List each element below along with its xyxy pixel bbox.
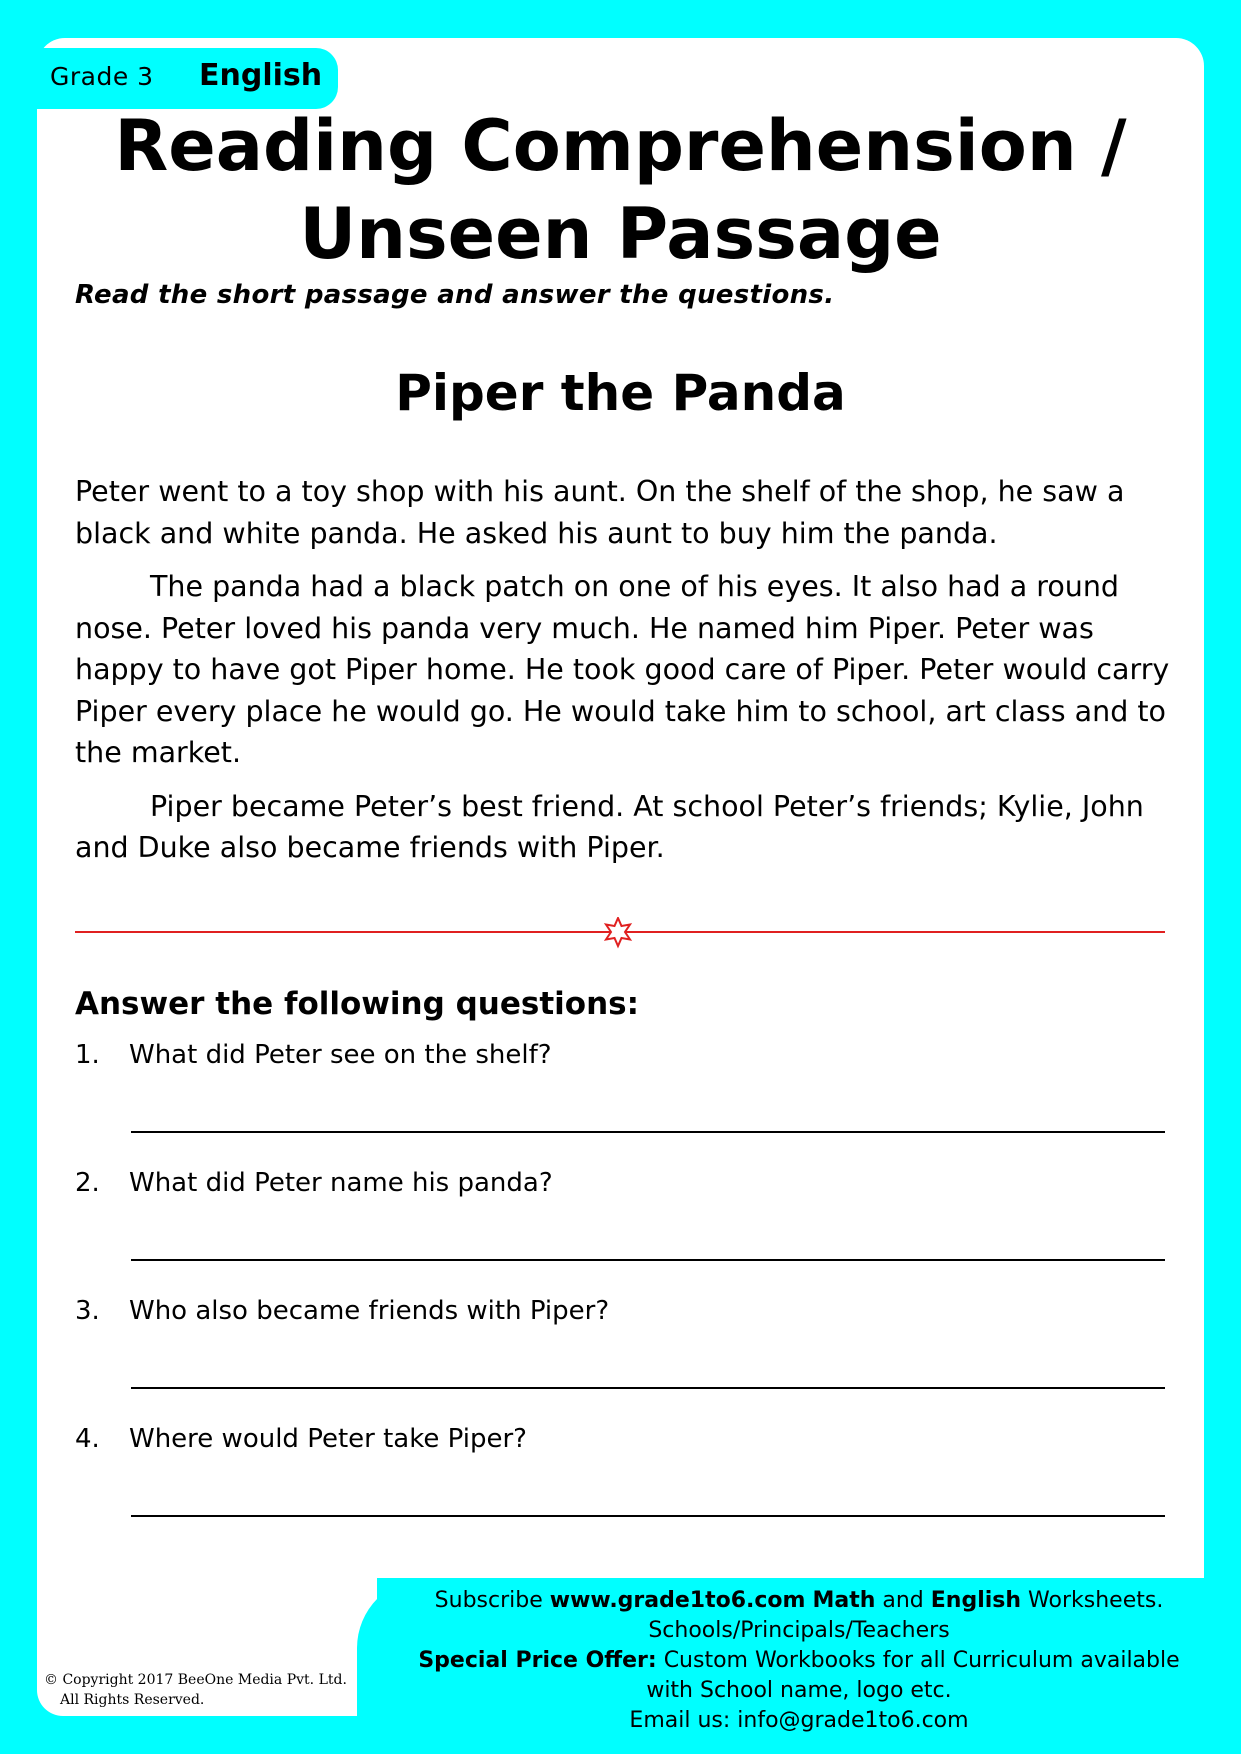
- question-number: 2.: [75, 1168, 100, 1198]
- section-divider: [75, 917, 1165, 947]
- footer-math-label: Math: [812, 1588, 876, 1613]
- question-item: [75, 1424, 1165, 1544]
- grade-subject-badge: [35, 48, 338, 109]
- grade-label: Grade 3: [50, 62, 154, 91]
- question-number: 3.: [75, 1296, 100, 1326]
- instruction-text: Read the short passage and answer the questions.: [75, 280, 835, 310]
- answer-line[interactable]: [131, 1387, 1165, 1389]
- subject-label: English: [199, 58, 323, 93]
- story-title: Piper the Panda: [395, 364, 846, 422]
- six-point-star-icon: [600, 917, 636, 949]
- question-number: 1.: [75, 1040, 100, 1070]
- question-item: [75, 1296, 1165, 1416]
- question-number: 4.: [75, 1424, 100, 1454]
- answer-line[interactable]: [131, 1131, 1165, 1133]
- footer-email-line[interactable]: Email us: info@grade1to6.com: [629, 1708, 969, 1733]
- footer-site-link[interactable]: www.grade1to6.com: [549, 1588, 806, 1613]
- answer-line[interactable]: [131, 1515, 1165, 1517]
- footer-promo: [357, 1586, 1241, 1736]
- footer-text-segment: Worksheets.: [1021, 1588, 1164, 1613]
- footer-audience-line: Schools/Principals/Teachers: [648, 1618, 950, 1643]
- footer-offer-text: Custom Workbooks for all Curriculum available: [656, 1648, 1180, 1673]
- footer-subscribe-line: [357, 1586, 1241, 1616]
- question-text: Where would Peter take Piper?: [129, 1424, 527, 1454]
- question-text: What did Peter see on the shelf?: [129, 1040, 552, 1070]
- question-text: Who also became friends with Piper?: [129, 1296, 610, 1326]
- passage-paragraph: Piper became Peter’s best friend. At school Peter’s friends; Kylie, John and Duke also became friends with Piper.: [75, 789, 1144, 864]
- footer-text-segment: Subscribe: [434, 1588, 550, 1613]
- copyright-notice: [44, 1670, 347, 1710]
- passage-paragraph: Peter went to a toy shop with his aunt. On the shelf of the shop, he saw a black and white panda. He asked his aunt to buy him the panda.: [75, 475, 1125, 550]
- questions-heading: Answer the following questions:: [75, 986, 640, 1022]
- footer-offer-label: Special Price Offer:: [418, 1648, 657, 1673]
- copyright-line-2: All Rights Reserved.: [60, 1692, 205, 1708]
- footer-english-label: English: [930, 1588, 1022, 1613]
- footer-text-segment: and: [875, 1588, 931, 1613]
- page-title: [37, 102, 1204, 278]
- page-title-line-2: Unseen Passage: [299, 193, 942, 275]
- page-title-line-1: Reading Comprehension /: [114, 105, 1127, 187]
- reading-passage: [75, 471, 1185, 881]
- passage-paragraph: The panda had a black patch on one of his eyes. It also had a round nose. Peter loved his panda very much. He named him Piper. Peter was happy to have got Piper home. He took good care of Piper. Peter would carry Piper every place he would go. He would take him to school, art class and to the market.: [75, 570, 1170, 769]
- question-text: What did Peter name his panda?: [129, 1168, 553, 1198]
- footer-offer-line: [357, 1646, 1241, 1676]
- copyright-line-1: © Copyright 2017 BeeOne Media Pvt. Ltd.: [44, 1672, 347, 1688]
- question-item: [75, 1040, 1165, 1160]
- answer-line[interactable]: [131, 1259, 1165, 1261]
- question-item: [75, 1168, 1165, 1288]
- footer-custom-line: with School name, logo etc.: [646, 1678, 952, 1703]
